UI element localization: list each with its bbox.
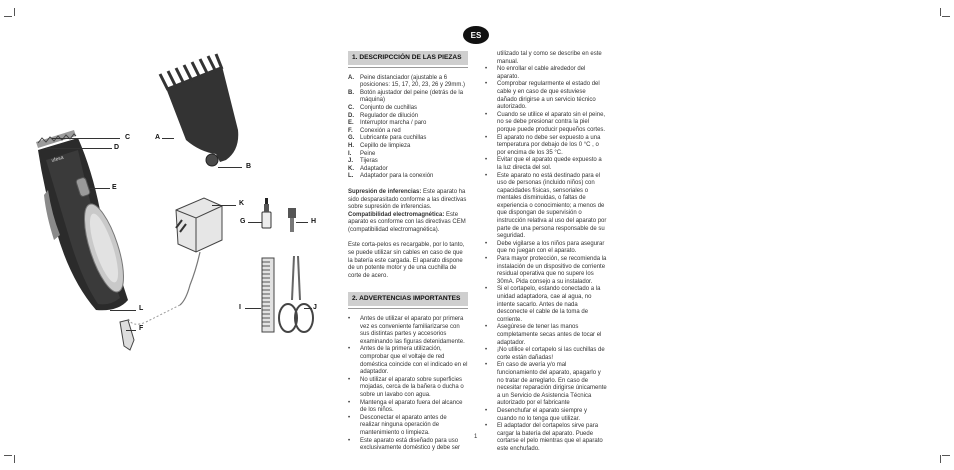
label-k: K [239,200,245,207]
label-g: G [240,218,246,225]
hair-clipper-image [36,130,132,310]
label-h: H [311,218,317,225]
connection-plug-image [120,320,134,350]
list-item: H. Cepillo de limpieza [348,142,411,149]
list-item: C. Conjunto de cuchillas [348,104,418,111]
leader-line [90,188,110,189]
leader-line [212,205,236,206]
list-item: B. Botón ajustador del peine (detrás de la máquina) [348,89,464,104]
list-item: • ¡No utilice el cortapelo si las cuchillas de corte están dañadas! [485,347,607,362]
list-item: L. Adaptador para la conexión [348,173,434,180]
list-item: • Evitar que el aparato quede expuesto a la luz directa del sol. [485,157,607,172]
leader-line [110,310,136,311]
list-item: • Mantenga el aparato fuera del alcance de los niños. [348,400,468,415]
list-item: • Antes de utilizar el aparato por primera vez es conveniente familiarizarse con sus distintas partes y accesorios examinando las figuras detenidamente. [348,316,468,346]
left-text-column [348,51,468,453]
list-item: • El adaptador del cortapelos sirve para cargar la batería del aparato. Puede cortarse el pelo mientras que el aparato este enchufado. [485,423,607,453]
list-item: J. Tijeras [348,158,378,165]
list-item: • Asegúrese de tener las manos completamente secas antes de tocar el adaptador. [485,324,607,347]
label-l: L [139,305,144,312]
list-item: • Comprobar regularmente el estado del cable y en caso de que estuviese dañado dirigirse a un servicio técnico autorizado. [485,81,607,111]
label-c: C [125,134,131,141]
leader-line [248,222,262,223]
list-item: D. Regulador de dilución [348,112,419,119]
leader-line [304,308,312,309]
list-item: A. Peine distanciador (ajustable a 6 posiciones: 15, 17, 20, 23, 26 y 29mm.) [348,74,466,89]
lubricant-bottle-image [262,198,271,228]
list-item: E. Interruptor marcha / paro [348,120,427,127]
interference-paragraph: Supresión de inferencias: Este aparato ha sido desparasitado conforme a las directivas sobre supresión de inferencias. Compatibilidad electromagnética: Este aparato es conforme con las directivas CEM (compatibilidad electromagnética). [348,188,467,233]
warnings-list-left [348,316,468,453]
list-item: I. Peine [348,150,376,157]
label-i: I [239,304,241,311]
parts-list [348,75,468,181]
list-item: K. Adaptador [348,165,388,172]
list-item: • No utilizar el aparato sobre superficies mojadas, cerca de la bañera o ducha o sobre un lavabo con agua. [348,377,468,400]
list-item: • No enrollar el cable alrededor del aparato. [485,66,607,81]
list-item: • Para mayor protección, se recomienda la instalación de un dispositivo de corriente residual operativa que no supere los 30mA. Pida consejo a su instalador. [485,256,607,286]
leader-line [52,138,120,139]
list-item: • El aparato no debe ser expuesto a una temperatura por debajo de los 0 °C , o por encima de los 35 °C. [485,135,607,158]
battery-paragraph: Este corta-pelos es recargable, por lo tanto, se puede utilizar sin cables en caso de que la batería este cargada. El aparato dispone de un potente motor y de una cuchilla de corte de acero. [348,242,465,279]
continuation-text: utilizado tal y como se describe en este manual. [497,51,602,65]
leader-line [218,167,242,168]
list-item: G. Lubricante para cuchillas [348,135,427,142]
label-f: F [139,325,144,332]
section-heading-parts: 1. DESCRIPCCIÓN DE LAS PIEZAS [348,51,468,65]
leader-line [126,330,136,331]
list-item: • Desenchufar el aparato siempre y cuando no lo tenga que utilizar. [485,408,607,423]
section-heading-warnings: 2. ADVERTENCIAS IMPORTANTES [348,292,468,306]
label-j: J [313,304,317,311]
list-item: • Debe vigilarse a los niños para asegurar que no juegan con el aparato. [485,241,607,256]
list-item: • Cuando se utilice el aparato sin el peine, no se debe presionar contra la piel porque puede producir pequeños cortes. [485,112,607,135]
svg-text:ufesa: ufesa [50,154,65,164]
leader-line [46,148,112,149]
list-item: • Este aparato no está destinado para el uso de personas (incluido niños) con capacidades físicas, sensoriales o mentales disminuidas, o faltas de experiencia o conocimiento; a menos de que dispongan de supervisión o instrucción relativa al uso del aparato por parte de una persona responsable de su seguridad. [485,173,607,241]
list-item: • En caso de avería y/o mal funcionamiento del aparato, apagarlo y no tratar de arreglarlo. En caso de necesitar reparación dirigirse únicamente a un Servicio de Asistencia Técnica autorizado por el fabricante [485,362,607,408]
cleaning-brush-image [288,208,296,232]
label-d: D [114,144,120,151]
list-item: • Si el cortapelo, estando conectado a la unidad adaptadora, cae al agua, no intente sacarlo. Antes de nada desconecte el cable de la toma de corriente. [485,286,607,324]
leader-line [245,308,261,309]
warnings-list-right [485,66,607,453]
page-number: 1 [474,434,478,440]
leader-line [296,222,308,223]
label-b: B [246,163,252,170]
comb-image [262,258,274,332]
language-badge: ES [463,26,489,44]
scissors-image [279,256,313,332]
right-text-column [485,51,607,453]
leader-line [162,138,174,139]
list-item: F. Conexión a red [348,127,401,134]
label-e: E [112,184,117,191]
list-item: • Este aparato está diseñado para uso exclusivamente doméstico y debe ser [348,438,468,453]
list-item: • Antes de la primera utilización, comprobar que el voltaje de red doméstica coincide con el indicado en el adaptador. [348,346,468,376]
label-a: A [155,134,161,141]
list-item: • Desconectar el aparato antes de realizar ninguna operación de mantenimiento o limpieza. [348,415,468,438]
comb-attachment-image [160,54,238,166]
